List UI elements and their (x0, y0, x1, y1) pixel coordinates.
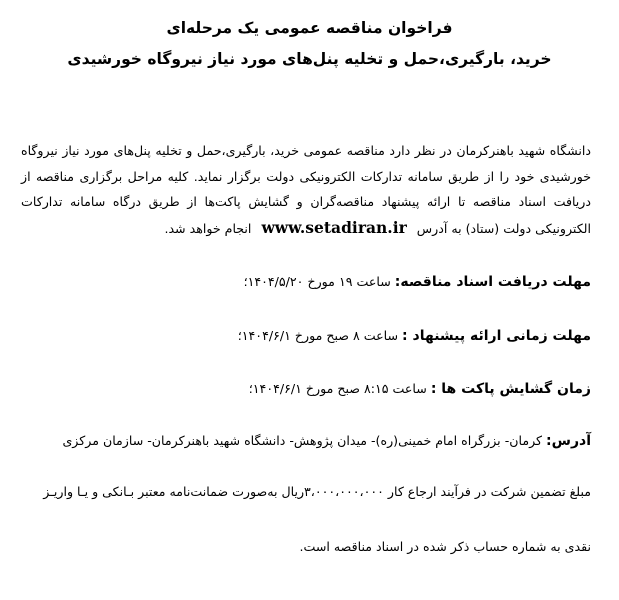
address-value: کرمان- بزرگراه امام خمینی(ره)- میدان پژوهش- دانشگاه شهید باهنرکرمان- سازمان مرکزی (62, 433, 543, 448)
opening-time-label: زمان گشایش پاکت ها : (430, 381, 591, 397)
submit-deadline-value: ساعت ۸ صبح مورخ ۱۴۰۴/۶/۱؛ (237, 328, 399, 343)
document-receive-deadline (21, 271, 591, 293)
proposal-submit-deadline (21, 325, 591, 347)
address-label: آدرس: (546, 433, 591, 449)
notice-subtitle: خرید، بارگیری،حمل و تخلیه پنل‌های مورد نیاز نیروگاه خورشیدی (67, 50, 552, 68)
opening-time-value: ساعت ۸:۱۵ صبح مورخ ۱۴۰۴/۶/۱؛ (248, 381, 427, 396)
setad-url-link[interactable]: www.setadiran.ir (261, 217, 407, 237)
notice-title: فراخوان مناقصه عمومی یک مرحله‌ای (166, 19, 453, 37)
guarantee-line-1: مبلغ تضمین شرکت در فرآیند ارجاع کار ۳،۰۰۰،۰۰۰،۰۰۰ریال به‌صورت ضمانت‌نامه معتبر بـانکی و یـا واریـز (43, 484, 591, 499)
guarantee-paragraph (21, 481, 591, 558)
receive-deadline-value: ساعت ۱۹ مورخ ۱۴۰۴/۵/۲۰؛ (243, 274, 391, 289)
envelope-opening-time (21, 378, 591, 400)
guarantee-line-2: نقدی به شماره حساب ذکر شده در اسناد مناقصه است. (299, 539, 591, 554)
intro-paragraph (21, 138, 591, 241)
intro-text-end: انجام خواهد شد. (164, 220, 252, 236)
intro-text: دانشگاه شهید باهنرکرمان در نظر دارد مناقصه عمومی خرید، بارگیری،حمل و تخلیه پنل‌های مورد نیاز نیروگاه خورشیدی خود را از طریق سامانه تدارکات الکترونیکی دولت برگزار نماید. کلیه مراحل برگزاری مناقصه از دریافت اسناد مناقصه تا ارائه پیشنهاد مناقصه‌گران و گشایش پاکت‌ها از طریق درگاه سامانه تدارکات الکترونیکی دولت (ستاد) به آدرس (21, 143, 591, 236)
submit-deadline-label: مهلت زمانی ارائه پیشنهاد : (402, 328, 591, 344)
address-line (21, 430, 591, 452)
receive-deadline-label: مهلت دریافت اسناد مناقصه: (394, 274, 591, 290)
